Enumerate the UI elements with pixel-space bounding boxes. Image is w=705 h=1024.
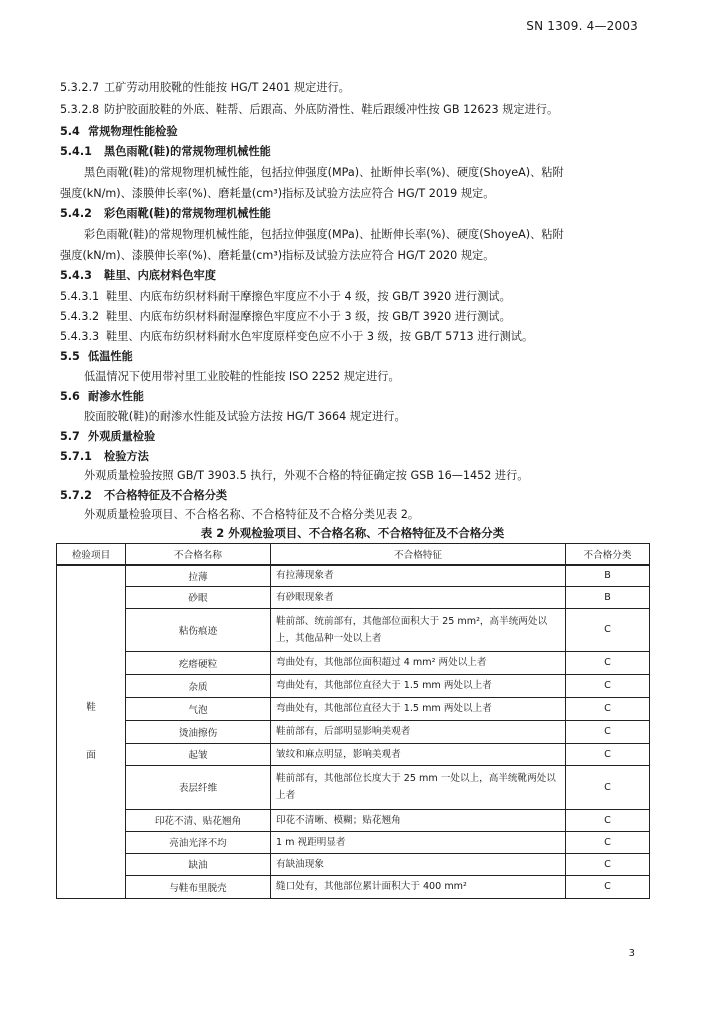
table-row <box>57 853 650 875</box>
defect-grade: C <box>566 674 650 697</box>
body-text: 外观质量检验项目、不合格名称、不合格特征及不合格分类见表 2。 <box>84 508 420 521</box>
defect-grade: B <box>566 565 650 586</box>
defect-name: 起皱 <box>126 743 271 765</box>
inspection-item-cell <box>57 565 126 898</box>
clause-text: 鞋里、内底布纺织材料耐水色牢度原样变色应不小于 3 级，按 GB/T 5713 进行测试。 <box>106 330 534 343</box>
clause-5-3-2-8 <box>60 103 558 117</box>
defect-feature: 弯曲处有，其他部位直径大于 1.5 mm 两处以上者 <box>271 674 566 697</box>
clause-5-4-3-3 <box>60 330 533 344</box>
clause-text: 黑色雨靴(鞋)的常规物理机械性能 <box>104 145 271 158</box>
clause-number: 5.4 <box>60 125 80 138</box>
table-row <box>57 674 650 697</box>
defect-feature: 弯曲处有，其他部位直径大于 1.5 mm 两处以上者 <box>271 697 566 720</box>
standard-code: SN 1309. 4—2003 <box>526 19 638 33</box>
body-text: 强度(kN/m)、漆膜伸长率(%)、磨耗量(cm³)指标及试验方法应符合 HG/T 2020 规定。 <box>60 249 495 262</box>
body-text: 彩色雨靴(鞋)的常规物理机械性能，包括拉伸强度(MPa)、扯断伸长率(%)、硬度(ShoyeA)、粘附 <box>84 228 564 241</box>
table-row <box>57 720 650 743</box>
defect-name: 气泡 <box>126 697 271 720</box>
defect-name: 杂质 <box>126 674 271 697</box>
page-number: 3 <box>628 948 635 959</box>
clause-number: 5.4.3.3 <box>60 330 100 343</box>
header-grade: 不合格分类 <box>566 544 650 566</box>
clause-number: 5.4.2 <box>60 207 92 220</box>
table-row <box>57 586 650 608</box>
section-heading-5-4-1 <box>60 145 271 159</box>
defect-name: 与鞋布里脱壳 <box>126 875 271 898</box>
defect-feature: 鞋前部、统前部有，其他部位面积大于 25 mm²，高半统两处以上，其他品种一处以上者 <box>271 608 566 651</box>
clause-number: 5.6 <box>60 390 80 403</box>
defect-feature: 有拉薄现象者 <box>271 565 566 586</box>
clause-text: 防护胶面胶鞋的外底、鞋帮、后跟高、外底防滑性、鞋后跟缓冲性按 GB 12623 规定进行。 <box>104 103 559 116</box>
table-caption: 表 2 外观检验项目、不合格名称、不合格特征及不合格分类 <box>200 526 505 540</box>
section-heading-5-4-2 <box>60 207 271 221</box>
clause-number: 5.4.3.1 <box>60 290 100 303</box>
clause-5-4-3-1 <box>60 290 511 304</box>
section-heading-5-4-3 <box>60 269 216 283</box>
clause-text: 检验方法 <box>104 450 149 463</box>
table-row <box>57 809 650 831</box>
clause-text: 工矿劳动用胶靴的性能按 HG/T 2401 规定进行。 <box>104 81 350 94</box>
clause-text: 鞋里、内底布纺织材料耐湿摩擦色牢度应不小于 3 级，按 GB/T 3920 进行测试。 <box>106 310 511 323</box>
defect-grade: C <box>566 765 650 809</box>
defect-grade: B <box>566 586 650 608</box>
defect-feature: 弯曲处有，其他部位面积超过 4 mm² 两处以上者 <box>271 651 566 674</box>
defect-name: 烫油擦伤 <box>126 720 271 743</box>
inspection-table <box>56 543 650 899</box>
clause-number: 5.4.3 <box>60 269 92 282</box>
body-text: 外观质量检验按照 GB/T 3903.5 执行，外观不合格的特征确定按 GSB 16—1452 进行。 <box>84 469 529 482</box>
defect-name: 砂眼 <box>126 586 271 608</box>
clause-text: 彩色雨靴(鞋)的常规物理机械性能 <box>104 207 271 220</box>
section-heading-5-7-1 <box>60 450 149 464</box>
defect-feature: 有缺油现象 <box>271 853 566 875</box>
clause-number: 5.3.2.8 <box>60 103 100 116</box>
clause-number: 5.3.2.7 <box>60 81 100 94</box>
defect-feature: 1 m 视距明显者 <box>271 831 566 853</box>
clause-number: 5.4.3.2 <box>60 310 100 323</box>
clause-text: 鞋里、内底材料色牢度 <box>104 269 216 282</box>
defect-feature: 有砂眼现象者 <box>271 586 566 608</box>
defect-grade: C <box>566 853 650 875</box>
defect-name: 表层纤维 <box>126 765 271 809</box>
table-row <box>57 831 650 853</box>
body-text: 胶面胶靴(鞋)的耐渗水性能及试验方法按 HG/T 3664 规定进行。 <box>84 410 406 423</box>
section-heading-5-5 <box>60 350 133 364</box>
table-row <box>57 565 650 586</box>
clause-text: 耐渗水性能 <box>88 390 144 403</box>
defect-grade: C <box>566 809 650 831</box>
body-text: 黑色雨靴(鞋)的常规物理机械性能，包括拉伸强度(MPa)、扯断伸长率(%)、硬度(ShoyeA)、粘附 <box>84 166 564 179</box>
defect-grade: C <box>566 743 650 765</box>
clause-text: 鞋里、内底布纺织材料耐干摩擦色牢度应不小于 4 级，按 GB/T 3920 进行测试。 <box>106 290 511 303</box>
header-feature: 不合格特征 <box>271 544 566 566</box>
section-heading-5-7 <box>60 430 155 444</box>
table-row <box>57 697 650 720</box>
defect-name: 拉薄 <box>126 565 271 586</box>
defect-name: 印花不清、贴花翘角 <box>126 809 271 831</box>
table-header-row <box>57 544 650 566</box>
defect-grade: C <box>566 697 650 720</box>
clause-5-3-2-7 <box>60 81 350 95</box>
defect-grade: C <box>566 651 650 674</box>
section-heading-5-6 <box>60 390 144 404</box>
defect-feature: 印花不清晰、模糊；贴花翘角 <box>271 809 566 831</box>
inspection-item: 鞋面 <box>86 701 96 761</box>
body-text: 低温情况下使用带衬里工业胶鞋的性能按 ISO 2252 规定进行。 <box>84 370 400 383</box>
defect-feature: 皱纹和麻点明显，影响美观者 <box>271 743 566 765</box>
defect-grade: C <box>566 720 650 743</box>
table-row <box>57 608 650 651</box>
table-row <box>57 875 650 898</box>
header-item: 检验项目 <box>57 544 126 566</box>
defect-name: 缺油 <box>126 853 271 875</box>
clause-number: 5.4.1 <box>60 145 92 158</box>
clause-number: 5.7 <box>60 430 80 443</box>
clause-text: 外观质量检验 <box>88 430 156 443</box>
clause-number: 5.7.1 <box>60 450 92 463</box>
clause-5-4-3-2 <box>60 310 511 324</box>
table-row <box>57 743 650 765</box>
defect-name: 亮油光泽不均 <box>126 831 271 853</box>
section-heading-5-7-2 <box>60 489 227 503</box>
clause-text: 不合格特征及不合格分类 <box>104 489 228 502</box>
defect-feature: 缝口处有，其他部位累计面积大于 400 mm² <box>271 875 566 898</box>
clause-number: 5.5 <box>60 350 80 363</box>
defect-feature: 鞋前部有，其他部位长度大于 25 mm 一处以上，高半统靴两处以上者 <box>271 765 566 809</box>
defect-grade: C <box>566 875 650 898</box>
defect-grade: C <box>566 608 650 651</box>
header-name: 不合格名称 <box>126 544 271 566</box>
clause-text: 低温性能 <box>88 350 133 363</box>
section-heading-5-4 <box>60 125 178 139</box>
clause-text: 常规物理性能检验 <box>88 125 178 138</box>
table-row <box>57 651 650 674</box>
table-row <box>57 765 650 809</box>
defect-grade: C <box>566 831 650 853</box>
defect-name: 疙瘩硬粒 <box>126 651 271 674</box>
clause-number: 5.7.2 <box>60 489 92 502</box>
defect-name: 粘伤痕迹 <box>126 608 271 651</box>
body-text: 强度(kN/m)、漆膜伸长率(%)、磨耗量(cm³)指标及试验方法应符合 HG/T 2019 规定。 <box>60 187 495 200</box>
defect-feature: 鞋前部有，后部明显影响美观者 <box>271 720 566 743</box>
